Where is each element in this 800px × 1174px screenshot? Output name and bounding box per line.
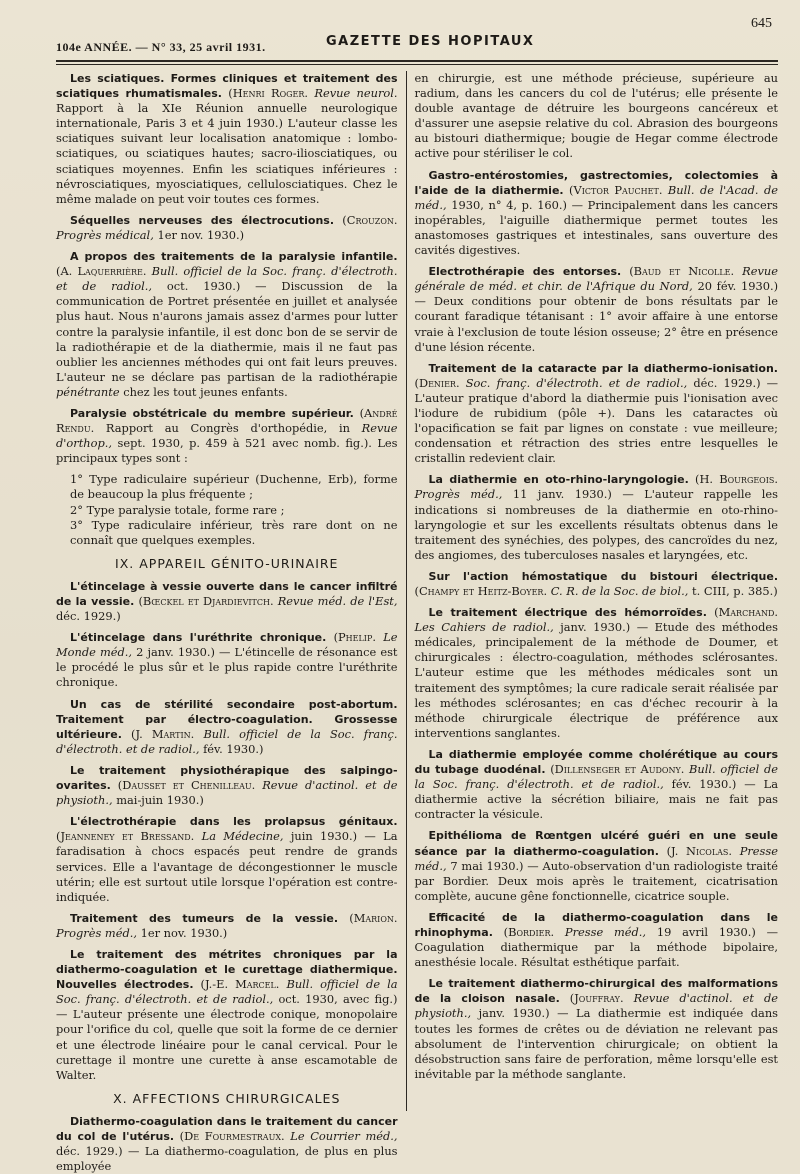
entry-text: janv. 1930.) — La diathermie est indiquée dans toutes les formes de crêtes ou de déviation ne relevant pas absolument de l'intervention chirurgicale; on obtient la désobstruction sans faire de perforation, même lorsqu'elle est inévitable par la méthode sanglante. (414, 1006, 779, 1081)
entry-source: Bull. officiel de la Soc. franç. d'électroth. et de radiol., (414, 762, 779, 792)
entry-author: (Bœckel et Djardievitch. (138, 594, 274, 608)
entry-author: (Champy et Heitz-Boyer. (414, 584, 548, 598)
entry-title: Diathermo-coagulation dans le traitement du cancer du col de l'utérus. (56, 1114, 398, 1143)
entry-source: Revue méd. de l'Est, (277, 594, 398, 608)
entry-text: 2 janv. 1930.) — L'étincelle de résonance est le procédé le plus sûr et le plus rapide contre l'uréthrite chronique. (56, 645, 398, 690)
entry-author: (Dillenseger et Audony. (550, 762, 685, 777)
entry-source: Progrès méd., (414, 487, 503, 502)
entry-text-pre: Rapport au Congrès d'orthopédie, in (105, 421, 350, 436)
entry-text: mai-juin 1930.) (116, 793, 204, 808)
entry-author: (Victor Pauchet. (569, 182, 663, 197)
journal-title: GAZETTE DES HOPITAUX (326, 34, 535, 49)
entry-author: (Phelip. (333, 630, 376, 645)
entry-text-end: chez les tout jeunes enfants. (123, 384, 288, 399)
entry-author: (Henri Roger. (228, 86, 309, 101)
entry-author: (Dausset et Chenilleau. (117, 778, 256, 793)
abstract-entry (56, 249, 398, 400)
page-number: 645 (751, 16, 772, 31)
abstract-entry (415, 976, 778, 1082)
entry-title: L'étincelage dans l'uréthrite chronique. (70, 631, 327, 645)
abstract-entry (415, 828, 778, 903)
entry-author: (Marion. (349, 910, 398, 925)
entry-title: La diathermie employée comme cholérétique au cours du tubage duodénal. (414, 747, 778, 777)
entry-text: juin 1930.) — La faradisation à chocs espacés peut rendre de grands services. Elle a l'avantage de décongestionner le muscle utérin; elle est surtout utile lorsque l'opération est contre-indiquée. (56, 829, 398, 904)
abstract-entry (56, 213, 398, 243)
entry-author: (Denier. (414, 375, 460, 390)
abstract-entry (56, 579, 398, 624)
entry-author: (H. Bourgeois. (695, 472, 779, 487)
abstract-entry (415, 472, 778, 563)
header-rule (56, 60, 778, 62)
entry-text: déc. 1929.) — L'auteur pratique d'abord la diathermie puis l'ionisation avec l'iodure de rubidium (pôle +). Dans les cataractes où l'opacification se fait par lignes on constate : vue meilleure; condensation et rétraction des stries entre lesquelles le cristallin redevient clair. (414, 375, 779, 466)
section-heading: IX. APPAREIL GÉNITO-URINAIRE (115, 555, 339, 571)
entry-author: (J. Nicolas. (666, 843, 733, 858)
entry-source: Progrès médical, (56, 227, 154, 242)
entry-source: La Médecine, (201, 829, 284, 844)
entry-text: 7 mai 1930.) — Auto-observation d'un radiologiste traité par Bordier. Deux mois après le traitement, cicatrisation complète, aucune gêne fonctionnelle, cicatrice souple. (414, 858, 779, 903)
entry-author: (J.-E. Marcel. (200, 977, 280, 992)
entry-text: 19 avril 1930.) — Coagulation diathermique par la méthode bipolaire, anesthésie locale. Résultat esthétique parfait. (414, 924, 779, 970)
right-column (415, 71, 778, 1111)
abstract-entry (415, 569, 778, 599)
entry-author: (André Rendu. (56, 405, 398, 436)
abstract-entry (56, 630, 398, 690)
list-item: 2° Type paralysie totale, forme rare ; (70, 502, 285, 517)
abstract-entry (56, 1114, 398, 1174)
abstract-entry (415, 361, 778, 467)
entry-title: La diathermie en oto-rhino-laryngologie. (428, 473, 689, 487)
entry-title: Paralysie obstétricale du membre supérieur. (70, 406, 354, 420)
entry-author: (Crouzon. (342, 212, 398, 227)
entry-source: Revue d'actinol. et de physioth., (56, 778, 398, 808)
entry-source: Revue d'actinol. et de physioth., (414, 991, 778, 1021)
entry-source: C. R. de la Soc. de biol., (550, 584, 689, 598)
entry-text: fév. 1930.) — La diathermie active la sécrétion biliaire, mais ne fait pas contracter la vésicule. (414, 777, 778, 822)
entry-title: Séquelles nerveuses des électrocutions. (70, 213, 335, 227)
entry-text: janv. 1930.) — Etude des méthodes médicales, principalement de la méthode de Doumer, et chirurgicales : électro-coagulation, méthodes sclérosantes. L'auteur estime que les méthodes médicales sont un traitement des symptômes; la cure radicale serait réalisée par les méthodes sclérosantes; en cas d'échec recourir à la méthode chirurgicale électrique de préférence aux interventions sanglantes. (414, 620, 778, 740)
entry-source: Presse méd., (414, 843, 778, 873)
entry-source: Les Cahiers de radiol., (414, 620, 554, 635)
issue-line: 104e ANNÉE. — N° 33, 25 avril 1931. (56, 40, 266, 54)
abstract-entry (56, 947, 398, 1083)
entry-title: Electrothérapie des entorses. (428, 265, 622, 279)
entry-source: Le Courrier méd., (290, 1129, 398, 1143)
entry-text: 1er nov. 1930.) (140, 925, 228, 940)
entry-source: Revue d'orthop., (56, 421, 398, 451)
entry-title: Sur l'action hémostatique du bistouri électrique. (428, 569, 778, 583)
abstract-entry (415, 605, 778, 741)
entry-text: 1930, n° 4, p. 160.) — Principalement dans les cancers inopérables, l'aiguille diathermique permet toutes les anastomoses gastriques et intestinales, sans ouverture des cavités digestives. (414, 197, 778, 258)
left-column (56, 71, 406, 1174)
column-divider (406, 71, 407, 1111)
entry-text: déc. 1929.) — La diathermo-coagulation, de plus en plus employée (56, 1144, 398, 1174)
entry-title: Gastro-entérostomies, gastrectomies, colectomies à l'aide de la diathermie. (414, 168, 778, 197)
entry-source: Bull. officiel de la Soc. franç. d'électroth. et de radiol., (56, 977, 398, 1007)
entry-title: Traitement des tumeurs de la vessie. (70, 911, 339, 925)
entry-source: Presse méd., (564, 924, 647, 939)
abstract-entry (415, 264, 778, 355)
entry-emphasis: pénétrante (56, 384, 120, 399)
abstract-entry (415, 910, 778, 970)
entry-author: (J. Martin. (131, 726, 195, 741)
entry-text: déc. 1929.) (56, 609, 121, 624)
text-columns (56, 71, 779, 1174)
entry-title: Le traitement des métrites chroniques par la diathermo-coagulation et le curettage diathermique. Nouvelles électrodes. (56, 947, 398, 992)
entry-title: Traitement de la cataracte par la diathermo-ionisation. (428, 361, 778, 375)
entry-source: Soc. franç. d'électroth. et de radiol., (465, 375, 688, 390)
entry-source: Progrès méd., (56, 925, 137, 940)
abstract-entry (56, 911, 398, 941)
entry-author: (Jouffray. (569, 991, 624, 1006)
abstract-entry (56, 71, 398, 207)
entry-title: A propos des traitements de la paralysie infantile. (70, 250, 398, 264)
entry-source: Bull. de l'Acad. de méd., (414, 182, 779, 212)
entry-author: (Bordier. (503, 924, 555, 939)
entry-title: Les sciatiques. Formes cliniques et traitement des sciatiques rhumatismales. (56, 72, 398, 101)
entry-title: Le traitement physiothérapique des salpingo-ovarites. (56, 763, 398, 793)
entry-title: Le traitement diathermo-chirurgical des malformations de la cloison nasale. (414, 977, 778, 1006)
entry-text: sept. 1930, p. 459 à 521 avec nomb. fig.). Les principaux types sont : (56, 436, 398, 466)
entry-text: 20 fév. 1930.) — Deux conditions pour obtenir de bons résultats par le courant faradique tétanisant : 1° avoir affaire à une entorse vraie à l'exclusion de toute lésion osseuse; 2° être en présence d'une lésion récente. (414, 279, 779, 354)
list-item: 3° Type radiculaire inférieur, très rare dont on ne connaît que quelques exemples. (70, 517, 398, 547)
entry-source: Bull. officiel de la Soc. franç. d'électroth. et de radiol., (56, 726, 398, 756)
entry-source: Revue neurol. (314, 86, 398, 101)
entry-title: Un cas de stérilité secondaire post-abortum. Traitement par électro-coagulation. Grossesse ultérieure. (56, 697, 398, 741)
continued-text: en chirurgie, est une méthode précieuse, supérieure au radium, dans les cancers du col de l'utérus; elle présente le double avantage de détruire les bourgeons cancéreux et d'assurer une asepsie relative du col. Abrasion des bourgeons au bistouri diathermique; bougie de Hegar comme électrode active pour stériliser le col. (414, 71, 778, 161)
entry-text: 11 janv. 1930.) — L'auteur rappelle les indications si nombreuses de la diathermie en oto-rhino-laryngologie et sur les excellents résultats obtenus dans le traitement des synéchies, des polypes, des cancroïdes du nez, des angiomes, des tuberculoses nasales et laryngées, etc. (414, 487, 778, 562)
entry-text: Rapport à la XIe Réunion annuelle neurologique internationale, Paris 3 et 4 juin 1930.) L'auteur classe les sciatiques suivant leur localisation anatomique : lombo-sciatiques, ou sciatiques hautes; sacro-iliosciatiques, ou sciatiques moyennes. Enfin les sciatiques inférieures : névrosciatiques, myosciatiques, cellulosciatiques. Chez le même malade on peut voir toutes ces formes. (56, 101, 398, 206)
header-rule-thin (56, 64, 778, 65)
entry-title: Efficacité de la diathermo-coagulation dans le rhinophyma. (414, 910, 778, 939)
entry-title: Epithélioma de Rœntgen ulcéré guéri en une seule séance par la diathermo-coagulation. (414, 829, 778, 858)
entry-author: (A. Laquerrière. (56, 264, 147, 279)
entry-title: L'étincelage à vessie ouverte dans le cancer infiltré de la vessie. (56, 579, 398, 608)
entry-author: (Jeanneney et Bressand. (56, 829, 195, 844)
entry-text: 1er nov. 1930.) (157, 227, 245, 242)
entry-title: Le traitement électrique des hémorroïdes. (428, 606, 707, 620)
page-header (56, 14, 778, 58)
section-heading: X. AFFECTIONS CHIRURGICALES (113, 1090, 341, 1106)
entry-text: oct. 1930, avec fig.) — L'auteur présente une électrode conique, monopolaire pour l'orifice du col, quelle que soit la forme de ce dernier et une électrode linéaire pour le canal cervical. Pour le curettage il montre une curette à anse escamotable de Walter. (56, 992, 398, 1082)
entry-source: Le Monde méd., (56, 630, 398, 660)
abstract-entry (415, 747, 778, 822)
entry-text: oct. 1930.) — Discussion de la communication de Portret présentée en juillet et analysée plus haut. Nous n'aurons jamais assez d'armes pour lutter contre la paralysie infantile, il est donc bon de se servir de la radiothérapie et de la diathermie, mais il ne faut pas oublier les anciennes méthodes qui ont fait leurs preuves. L'auteur ne se déclare pas partisan de la radiothérapie (56, 279, 398, 384)
entry-author: (Marchand. (714, 605, 778, 620)
abstract-entry (56, 763, 398, 808)
abstract-entry (56, 814, 398, 905)
entry-author: (Baud et Nicolle. (629, 264, 735, 279)
entry-title: L'électrothérapie dans les prolapsus génitaux. (70, 815, 398, 829)
entry-text: t. CIII, p. 385.) (692, 584, 778, 598)
abstract-entry (56, 697, 398, 757)
entry-text: fév. 1930.) (203, 741, 264, 756)
entry-source: Revue générale de méd. et chir. de l'Afrique du Nord, (414, 264, 779, 294)
list-item: 1° Type radiculaire supérieur (Duchenne, Erb), forme de beaucoup la plus fréquente ; (70, 472, 398, 502)
entry-author: (De Fourmestraux. (179, 1129, 285, 1143)
abstract-entry (415, 168, 778, 259)
abstract-entry (56, 406, 398, 466)
entry-source: Bull. officiel de la Soc. franç. d'électroth. et de radiol., (56, 264, 398, 294)
